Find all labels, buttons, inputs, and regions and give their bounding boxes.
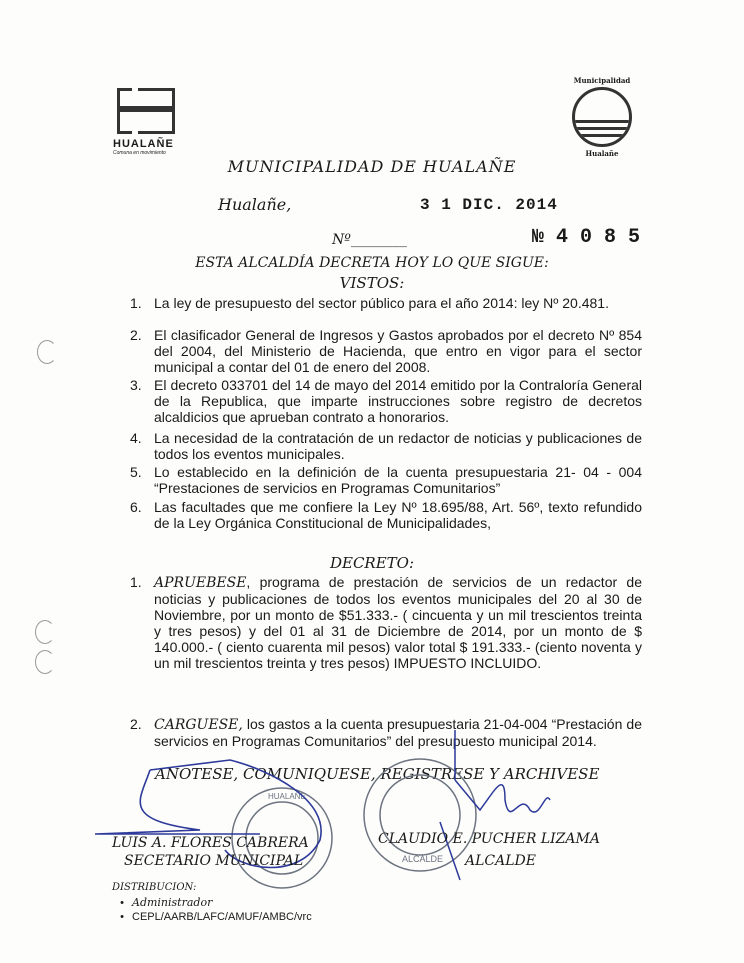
vistos-item: 6. Las facultades que me confiere la Ley Nº 18.695/88, Art. 56º, texto refundido de la Ley Orgánica Constitucional de Municipalidades, [130, 499, 642, 531]
vistos-item: 1. La ley de presupuesto del sector público para el año 2014: ley Nº 20.481. [130, 295, 609, 311]
date-stamp: 3 1 DIC. 2014 [420, 196, 558, 214]
vistos-item: 2. El clasificador General de Ingresos y Gastos aprobados por el decreto Nº 854 del 2004, del Ministerio de Hacienda, que entro en vigor para el sector municipal a contar del 01 de enero del 2008. [130, 327, 642, 375]
left-signature-icon [95, 760, 321, 868]
number-label: Nº________ [332, 232, 407, 248]
decreto-heading: DECRETO: [329, 554, 415, 572]
vistos-heading: VISTOS: [339, 274, 405, 292]
vistos-item: 5. Lo establecido en la definición de la cuenta presupuestaria 21- 04 - 004 “Prestaciones de servicios en Programas Comunitarios” [130, 464, 642, 496]
decreto-item: 2. CARGUESE, los gastos a la cuenta presupuestaria 21-04-004 “Prestación de servicios en Programas Comunitarios” del presupuesto municipal 2014. [130, 716, 642, 749]
list-item: • Administrador [120, 896, 213, 909]
seal-bottom-text: Hualañe [585, 149, 619, 158]
document-title: MUNICIPALIDAD DE HUALAÑE [227, 157, 517, 176]
left-signer-name: LUIS A. FLORES CABRERA [112, 835, 309, 851]
distribution-heading: DISTRIBUCION: [112, 882, 197, 893]
place-label: Hualañe, [218, 195, 292, 214]
decreta-line: ESTA ALCALDÍA DECRETA HOY LO QUE SIGUE: [195, 255, 549, 271]
right-signer-title: ALCALDE [465, 853, 536, 869]
logo-tagline: Comuna en movimiento [113, 150, 166, 156]
decree-number: № 4 0 8 5 [532, 226, 641, 249]
distribution-list [112, 896, 312, 925]
closing-line: ANOTESE, COMUNIQUESE, REGISTRESE Y ARCHIVESE [155, 765, 600, 783]
left-stamp-text: HUALAÑE [268, 792, 306, 801]
left-signer-title: SECETARIO MUNICIPAL [124, 853, 304, 869]
decreto-item: 1. APRUEBESE, programa de prestación de servicios de un redactor de noticias y publicaciones de todos los eventos municipales del 20 al 30 de Noviembre, por un monto de $51.333.- ( cincuenta y un mil trescientos treinta y tres pesos) y del 01 al 31 de Diciembre de 2014, por un monto de $ 140.000.- ( ciento cuarenta mil pesos) valor total $ 191.333.- (ciento noventa y un mil trescientos treinta y tres pesos) IMPUESTO INCLUIDO. [130, 574, 642, 671]
seal-top-text: Municipalidad [573, 76, 631, 85]
right-stamp-text: ALCALDE [402, 854, 444, 864]
list-item: • CEPL/AARB/LAFC/AMUF/AMBC/vrc [120, 911, 312, 923]
right-signer-name: CLAUDIO E. PUCHER LIZAMA [378, 831, 600, 847]
vistos-item: 3. El decreto 033701 del 14 de mayo del 2014 emitido por la Contraloría General de la Republica, que imparte instrucciones sobre registro de decretos alcaldicios que aprueban contrato a honorarios. [130, 377, 642, 425]
logo-name: HUALAÑE [113, 138, 174, 150]
vistos-item: 4. La necesidad de la contratación de un redactor de noticias y publicaciones de todos los eventos municipales. [130, 430, 642, 462]
